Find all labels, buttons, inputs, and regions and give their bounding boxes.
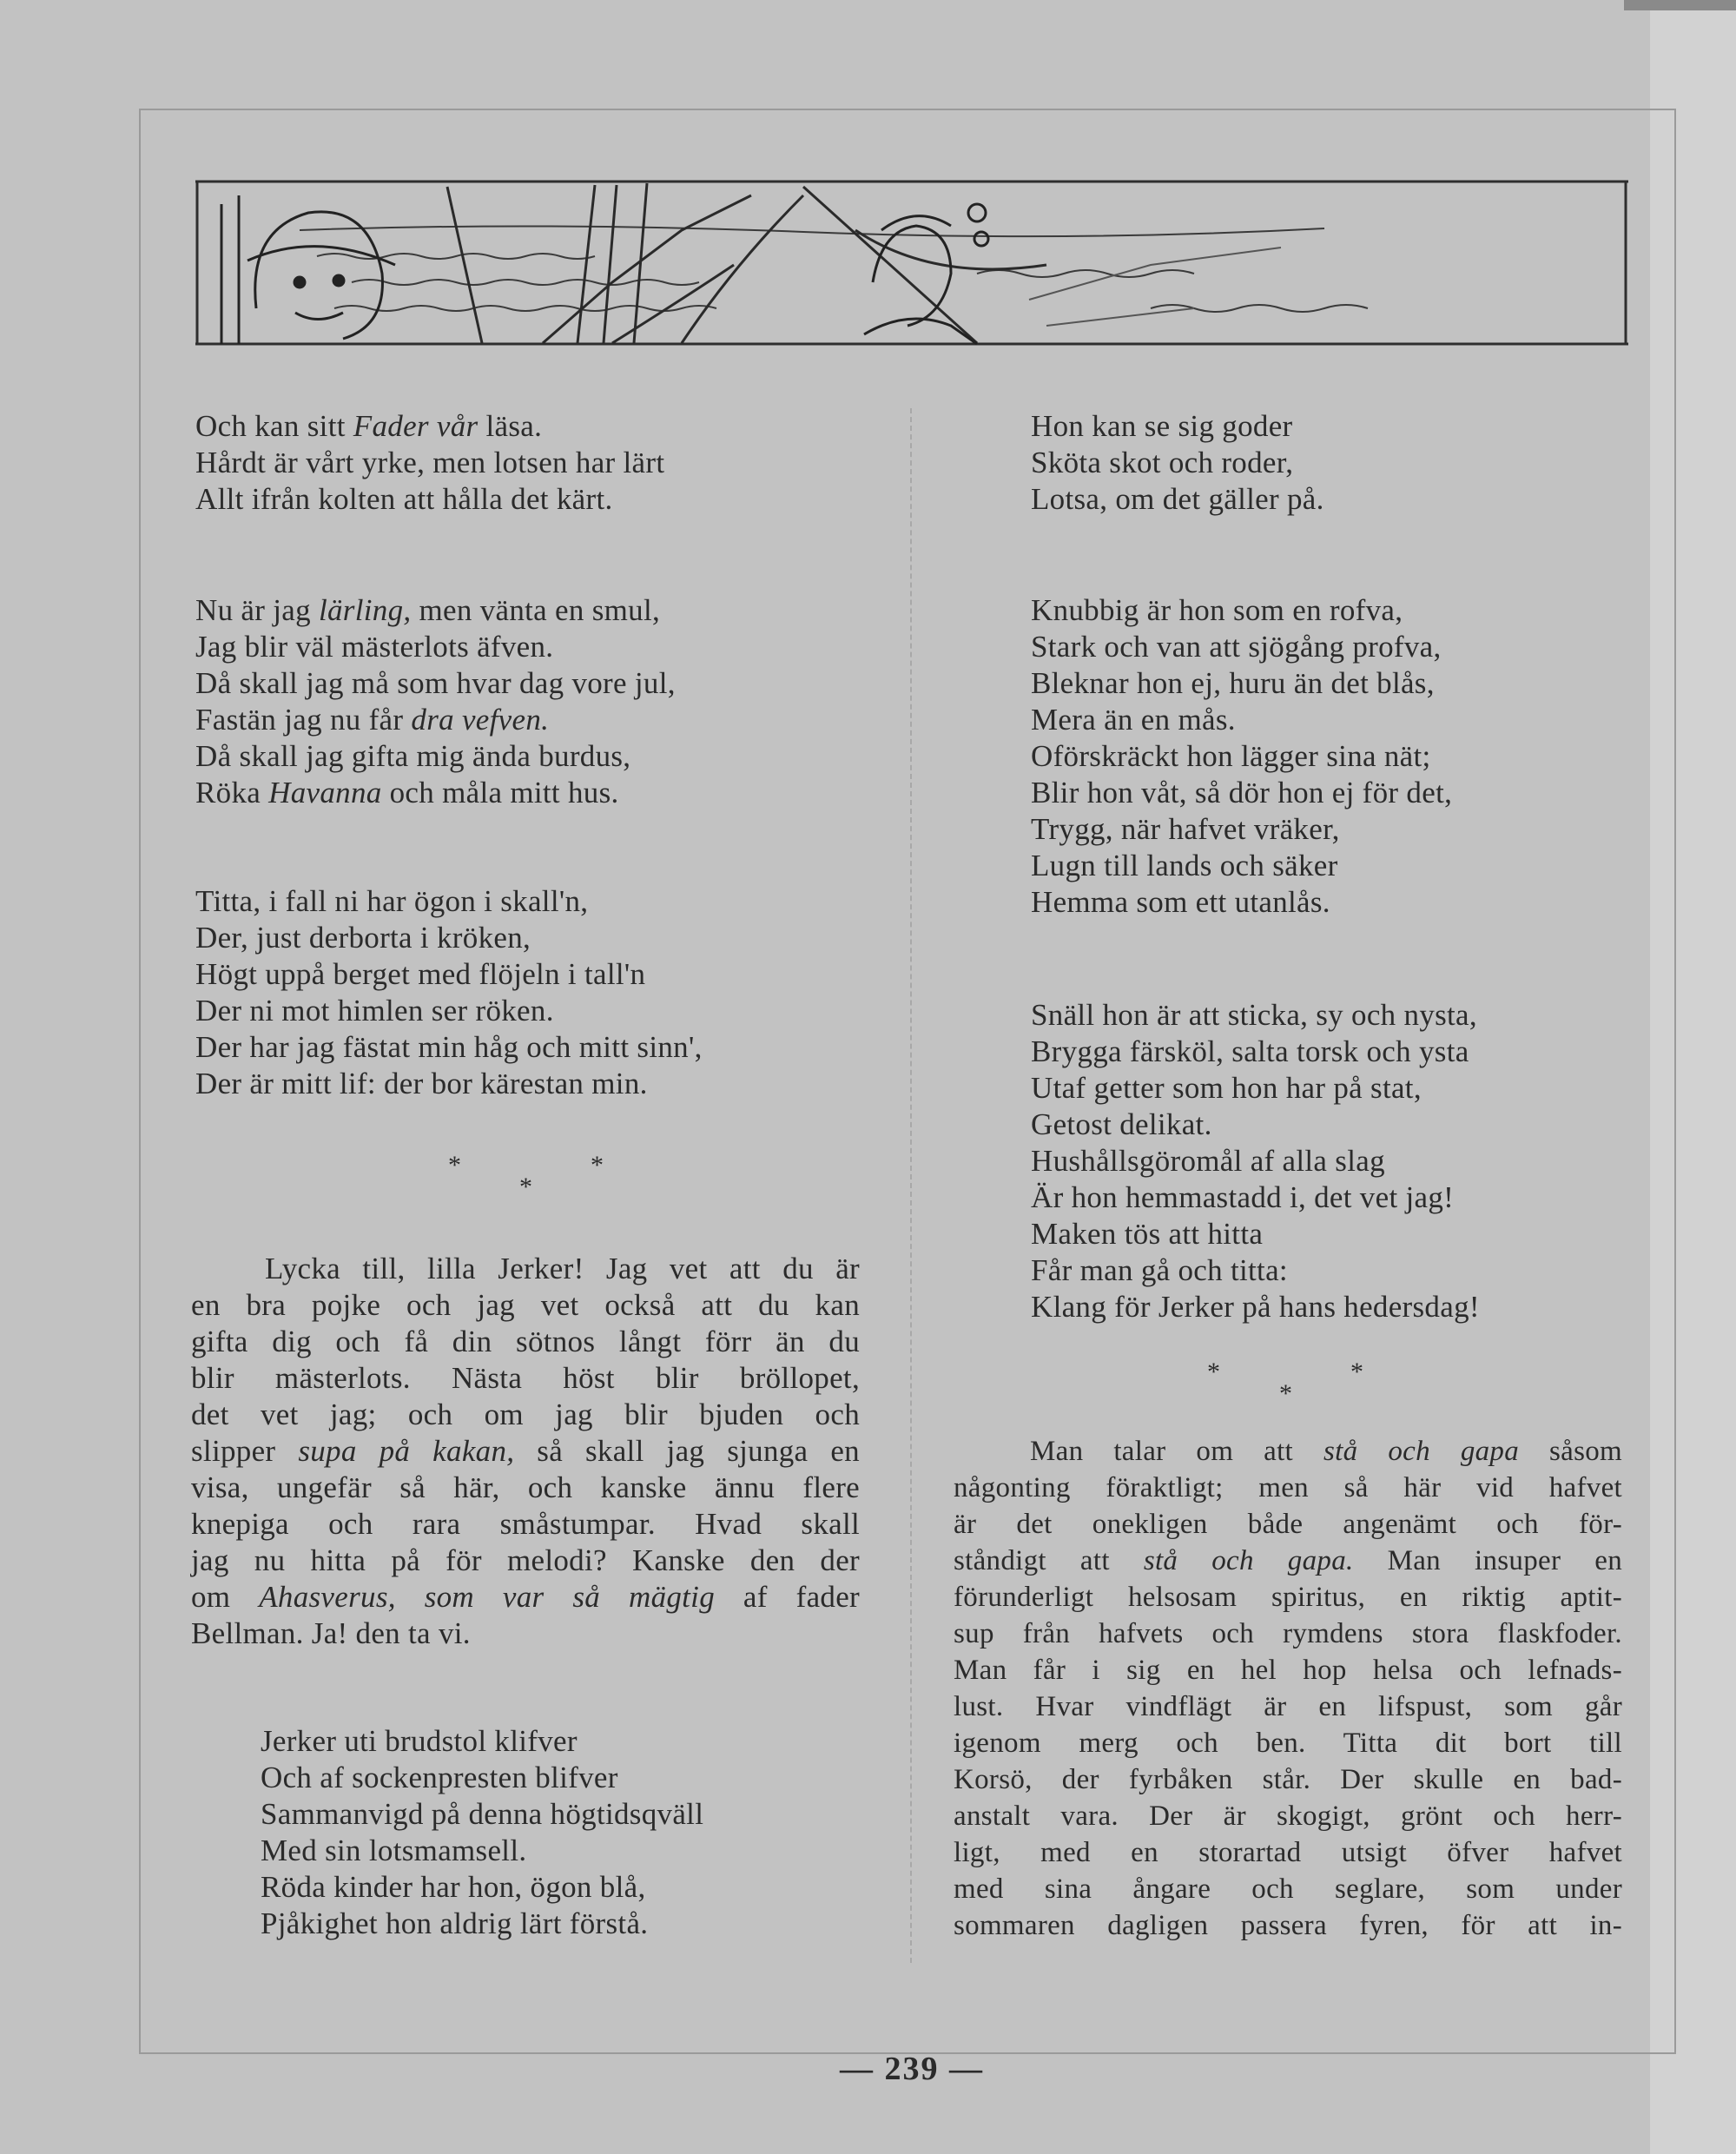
text: men vänta en smul, [411,593,661,627]
verse-line: Der ni mot himlen ser röken. [195,994,554,1027]
verse-line: Mera än en mås. [1031,703,1236,737]
verse-line: Sköta skot och roder, [1031,446,1294,479]
prose-line: ligt, med en storartad utsigt öfver hafvet [954,1837,1622,1868]
prose-line: någonting föraktligt; men så här vid hafvet [954,1472,1622,1503]
emphasis-text: stå och gapa. [1143,1545,1354,1576]
prose-line: blir mästerlots. Nästa höst blir bröllopet, [191,1361,860,1395]
header-illustration [195,178,1628,347]
verse-line: Knubbig är hon som en rofva, [1031,593,1403,627]
text: ståndigt att [954,1545,1144,1576]
asterisk: * [1279,1379,1292,1408]
verse-line: Allt ifrån kolten att hålla det kärt. [195,482,613,516]
verse-line: Röda kinder har hon, ögon blå, [261,1870,646,1904]
verse-line [195,408,821,445]
emphasis-text: Ahasverus, som var så mägtig [259,1580,716,1614]
text: slipper [191,1434,299,1468]
verse-line: Hårdt är vårt yrke, men lotsen har lärt [195,446,665,479]
prose-line: Lycka till, lilla Jerker! Jag vet att du är [265,1252,860,1285]
asterisk: * [1350,1358,1363,1386]
left-prose [191,1251,860,1652]
verse-line: Brygga färsköl, salta torsk och ysta [1031,1034,1469,1068]
verse-line: Då skall jag må som hvar dag vore jul, [195,666,676,700]
left-stanza-1 [195,408,821,518]
prose-line: Bellman. Ja! den ta vi. [191,1616,471,1650]
text: så skall jag sjunga en [514,1434,860,1468]
asterisk: * [591,1151,604,1179]
verse-line: Lugn till lands och säker [1031,849,1338,882]
prose-line [954,1433,1622,1470]
prose-line [954,1543,1622,1579]
emphasis-text: dra vefven. [411,703,550,737]
verse-line: Jerker uti brudstol klifver [261,1724,578,1758]
verse-line: Stark och van att sjögång profva, [1031,630,1442,664]
verse-line: Bleknar hon ej, huru än det blås, [1031,666,1435,700]
text: Man talar om att [1030,1436,1323,1467]
text: af fader [715,1580,860,1614]
page-number: — 239 — [840,2051,984,2087]
text: läsa. [478,409,543,443]
verse-line: Pjåkighet hon aldrig lärt förstå. [261,1906,649,1940]
prose-line [191,1433,860,1470]
text: Röka [195,776,269,809]
verse-line: Snäll hon är att sticka, sy och nysta, [1031,998,1477,1032]
prose-line: Korsö, der fyrbåken står. Der skulle en bad- [954,1764,1622,1795]
asterisk: * [448,1151,461,1179]
verse-line: Hemma som ett utanlås. [1031,885,1330,919]
prose-line: förunderligt helsosam spiritus, en riktig aptit- [954,1582,1622,1613]
text: Man insuper en [1353,1545,1622,1576]
verse-line: Der, just derborta i kröken, [195,921,531,955]
asterisk: * [519,1173,532,1201]
text: om [191,1580,260,1614]
prose-line: det vet jag; och om jag blir bjuden och [191,1397,860,1431]
emphasis-text: Havanna [268,776,382,809]
verse-line: Klang för Jerker på hans hedersdag! [1031,1290,1480,1324]
emphasis-text: stå och gapa [1323,1436,1520,1467]
prose-line: lust. Hvar vindflägt är en lifspust, som går [954,1691,1622,1722]
prose-line: Man får i sig en hel hop helsa och lefnads- [954,1655,1622,1686]
prose-line [191,1579,860,1616]
prose-line: sommaren dagligen passera fyren, för att in- [954,1910,1622,1941]
prose-line: visa, ungefär så här, och kanske ännu flere [191,1470,860,1504]
verse-line: Oförskräckt hon lägger sina nät; [1031,739,1431,773]
prose-line: sup från hafvets och rymdens stora flaskfoder. [954,1618,1622,1649]
verse-line [195,775,821,811]
text: Och kan sitt [195,409,353,443]
prose-line: gifta dig och få din sötnos långt förr än du [191,1325,860,1358]
column-divider [910,408,912,1963]
right-stanza-3 [1031,997,1656,1325]
prose-line: jag nu hitta på för melodi? Kanske den der [191,1543,860,1577]
verse-line: Högt uppå berget med flöjeln i tall'n [195,957,646,991]
right-stanza-1 [1031,408,1639,518]
verse-line: Lotsa, om det gäller på. [1031,482,1324,516]
right-stanza-2 [1031,592,1639,921]
emphasis-text: Fader vår [353,409,479,443]
emphasis-text: lärling, [318,593,412,627]
verse-line: Hushållsgöromål af alla slag [1031,1144,1385,1178]
verse-line: Med sin lotsmamsell. [261,1834,527,1867]
verse-line [195,592,821,629]
text: och måla mitt hus. [381,776,619,809]
verse-line: Maken tös att hitta [1031,1217,1264,1251]
prose-line: anstalt vara. Der är skogigt, grönt och herr- [954,1801,1622,1832]
verse-line: Jag blir väl mästerlots äfven. [195,630,554,664]
verse-line: Får man gå och titta: [1031,1253,1288,1287]
left-stanza-3 [195,883,855,1102]
prose-line: knepiga och rara småstumpar. Hvad skall [191,1507,860,1541]
text: Fastän jag nu får [195,703,412,737]
prose-line: igenom merg och ben. Titta dit bort till [954,1728,1622,1759]
prose-line: är det onekligen både angenämt och för- [954,1509,1622,1540]
verse-line: Är hon hemmastadd i, det vet jag! [1031,1180,1455,1214]
verse-line [195,702,821,738]
verse-line: Sammanvigd på denna högtidsqväll [261,1797,704,1831]
verse-line: Getost delikat. [1031,1107,1212,1141]
verse-line: Och af sockenpresten blifver [261,1761,618,1794]
prose-line: med sina ångare och seglare, som under [954,1873,1622,1905]
right-prose [954,1433,1622,1944]
text: Nu är jag [195,593,319,627]
prose-line: en bra pojke och jag vet också att du kan [191,1288,860,1322]
verse-line: Der har jag fästat min håg och mitt sinn', [195,1030,703,1064]
verse-line: Titta, i fall ni har ögon i skall'n, [195,884,589,918]
left-stanza-4 [261,1723,834,1942]
text: såsom [1519,1436,1622,1467]
verse-line: Då skall jag gifta mig ända burdus, [195,739,631,773]
verse-line: Utaf getter som hon har på stat, [1031,1071,1422,1105]
verse-line: Blir hon våt, så dör hon ej för det, [1031,776,1453,809]
verse-line: Trygg, när hafvet vräker, [1031,812,1340,846]
left-stanza-2 [195,592,821,811]
emphasis-text: supa på kakan, [298,1434,515,1468]
verse-line: Hon kan se sig goder [1031,409,1293,443]
asterisk: * [1207,1358,1220,1386]
verse-line: Der är mitt lif: der bor kärestan min. [195,1067,648,1100]
